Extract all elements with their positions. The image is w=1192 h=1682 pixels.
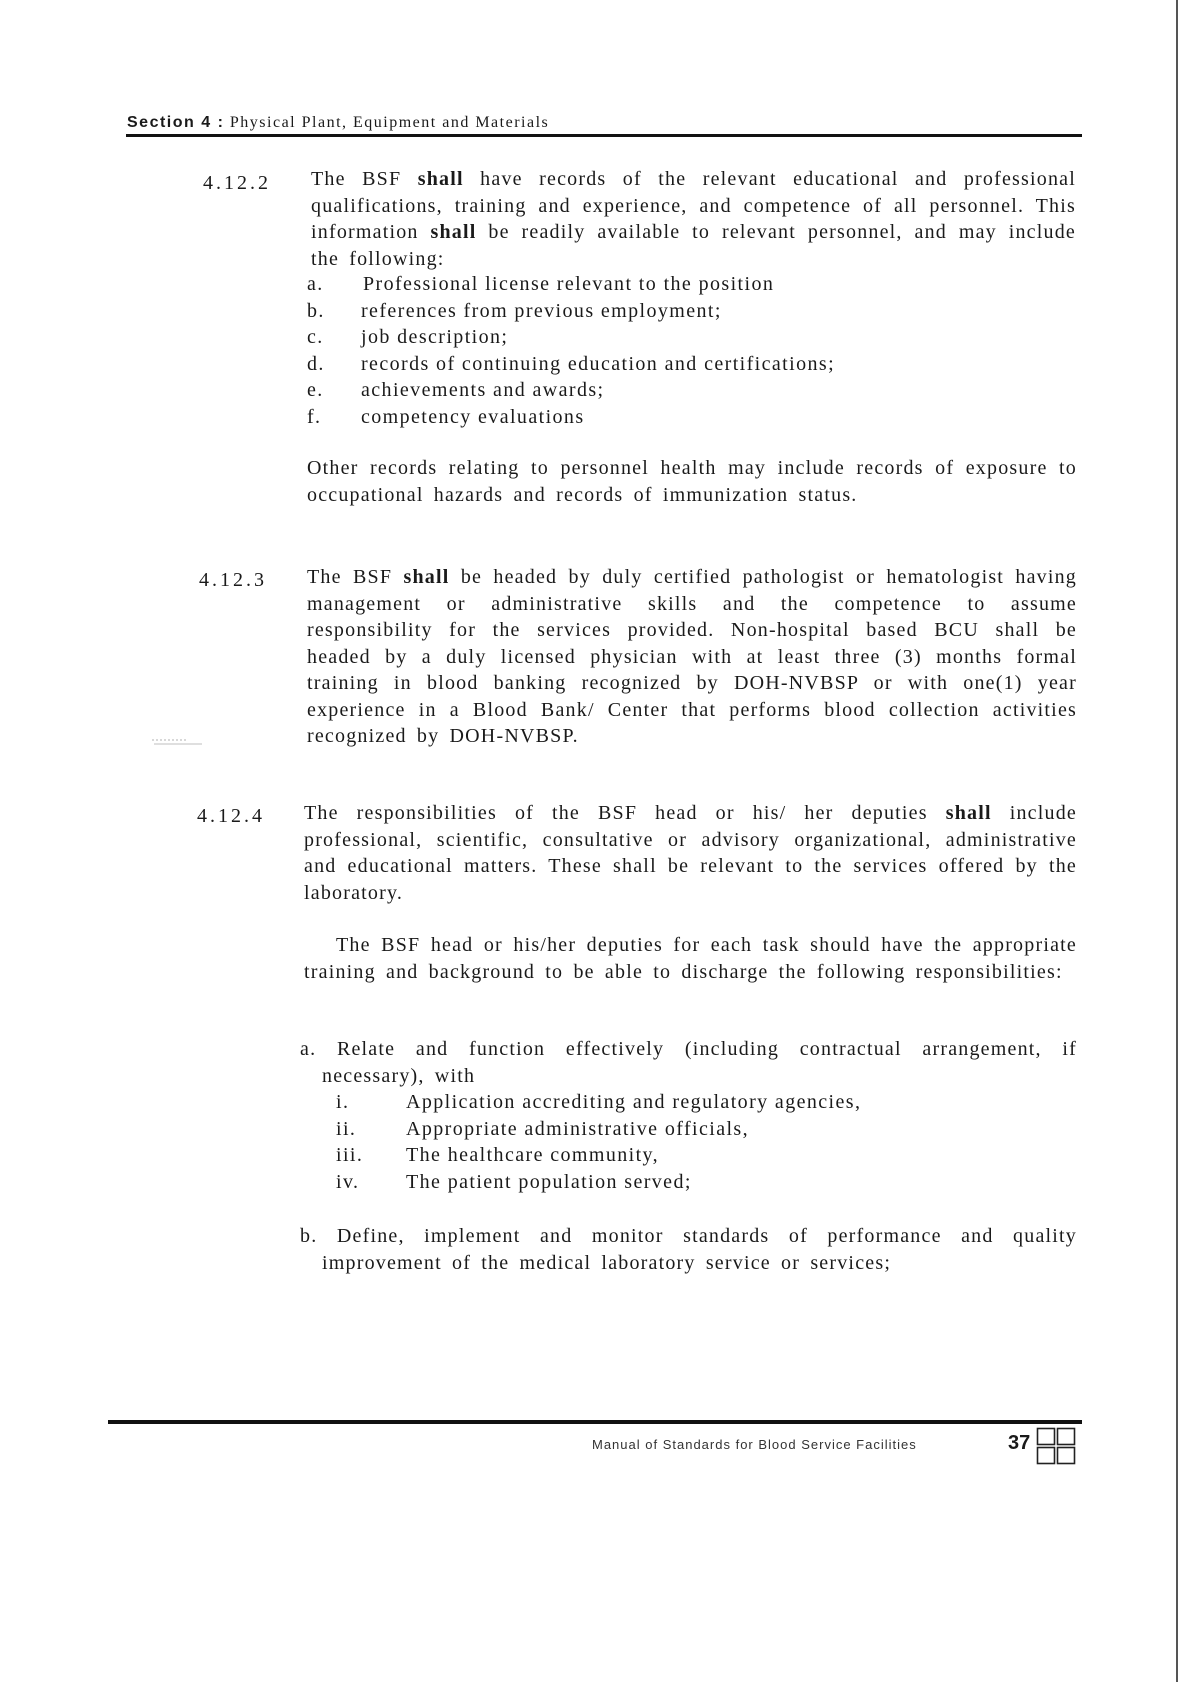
list-item: e. achievements and awards; [307, 379, 605, 401]
emphasis-shall: shall [403, 566, 450, 588]
responsibility-subitems [336, 1089, 1076, 1195]
item-text: Define, implement and monitor standards of performance and quality improvement of the medical laboratory service or services; [322, 1225, 1077, 1274]
section-4-12-2-intro: The BSF shall have records of the relevant educational and professional qualifications, training and experience, and competence of all personnel. This information shall be readily available to relevant personnel, and may include the following: [311, 168, 1076, 270]
list-item: c. job description; [307, 326, 509, 348]
list-item: i. Application accrediting and regulatory agencies, [336, 1091, 862, 1113]
section-4-12-2-note: Other records relating to personnel health may include records of exposure to occupational hazards and records of immunization status. [307, 457, 1077, 506]
list-item: iii. The healthcare community, [336, 1144, 660, 1166]
emphasis-shall: shall [945, 802, 992, 824]
section-4-12-4-body: The responsibilities of the BSF head or his/ her deputies shall include professional, scientific, consultative or advisory organizational, administrative and educational matters. These shall be relevant to the services offered by the laboratory. [304, 802, 1077, 904]
page-corner-boxes-icon [1036, 1427, 1076, 1465]
section-4-12-2-list [307, 271, 1077, 430]
section-number-4-12-2: 4.12.2 [203, 172, 271, 194]
section-number-4-12-3: 4.12.3 [199, 569, 267, 591]
emphasis-shall: shall [430, 221, 477, 243]
responsibility-item-a [300, 1036, 1077, 1089]
footer-rule [108, 1420, 1082, 1424]
scan-artifact-mark [152, 738, 204, 746]
section-number-4-12-4: 4.12.4 [197, 805, 265, 827]
page-edge-line [1176, 0, 1178, 1682]
page-number: 37 [1008, 1432, 1031, 1454]
item-marker: b. [300, 1225, 318, 1247]
list-item: d. records of continuing education and certifications; [307, 352, 836, 375]
list-item: iv. The patient population served; [336, 1170, 692, 1193]
emphasis-shall: shall [417, 168, 464, 190]
list-item: ii. Appropriate administrative officials, [336, 1117, 750, 1140]
footer-title: Manual of Standards for Blood Service Facilities [592, 1437, 917, 1452]
responsibility-item-b [300, 1223, 1077, 1276]
section-label: Section 4 : [127, 114, 225, 131]
item-marker: a. [300, 1038, 317, 1060]
page-header [127, 114, 549, 132]
section-4-12-3-body: The BSF shall be headed by duly certified pathologist or hematologist having management or administrative skills and the competence to assume responsibility for the services provided. Non-hospital based BCU shall be headed by a duly licensed physician with at least three (3) months formal training in blood banking recognized by DOH-NVBSP or with one(1) year experience in a Blood Bank/ Center that performs blood collection activities recognized by DOH-NVBSP. [307, 566, 1077, 747]
section-title: Physical Plant, Equipment and Materials [229, 114, 550, 131]
list-item: f. competency evaluations [307, 405, 585, 428]
list-item: b. references from previous employment; [307, 299, 722, 322]
item-text: Relate and function effectively (including contractual arrangement, if necessary), with [322, 1038, 1078, 1087]
section-4-12-4-intro: The BSF head or his/her deputies for each task should have the appropriate training and background to be able to discharge the following responsibilities: [304, 934, 1077, 983]
list-item: a. Professional license relevant to the position [307, 273, 775, 295]
header-rule [126, 134, 1082, 137]
